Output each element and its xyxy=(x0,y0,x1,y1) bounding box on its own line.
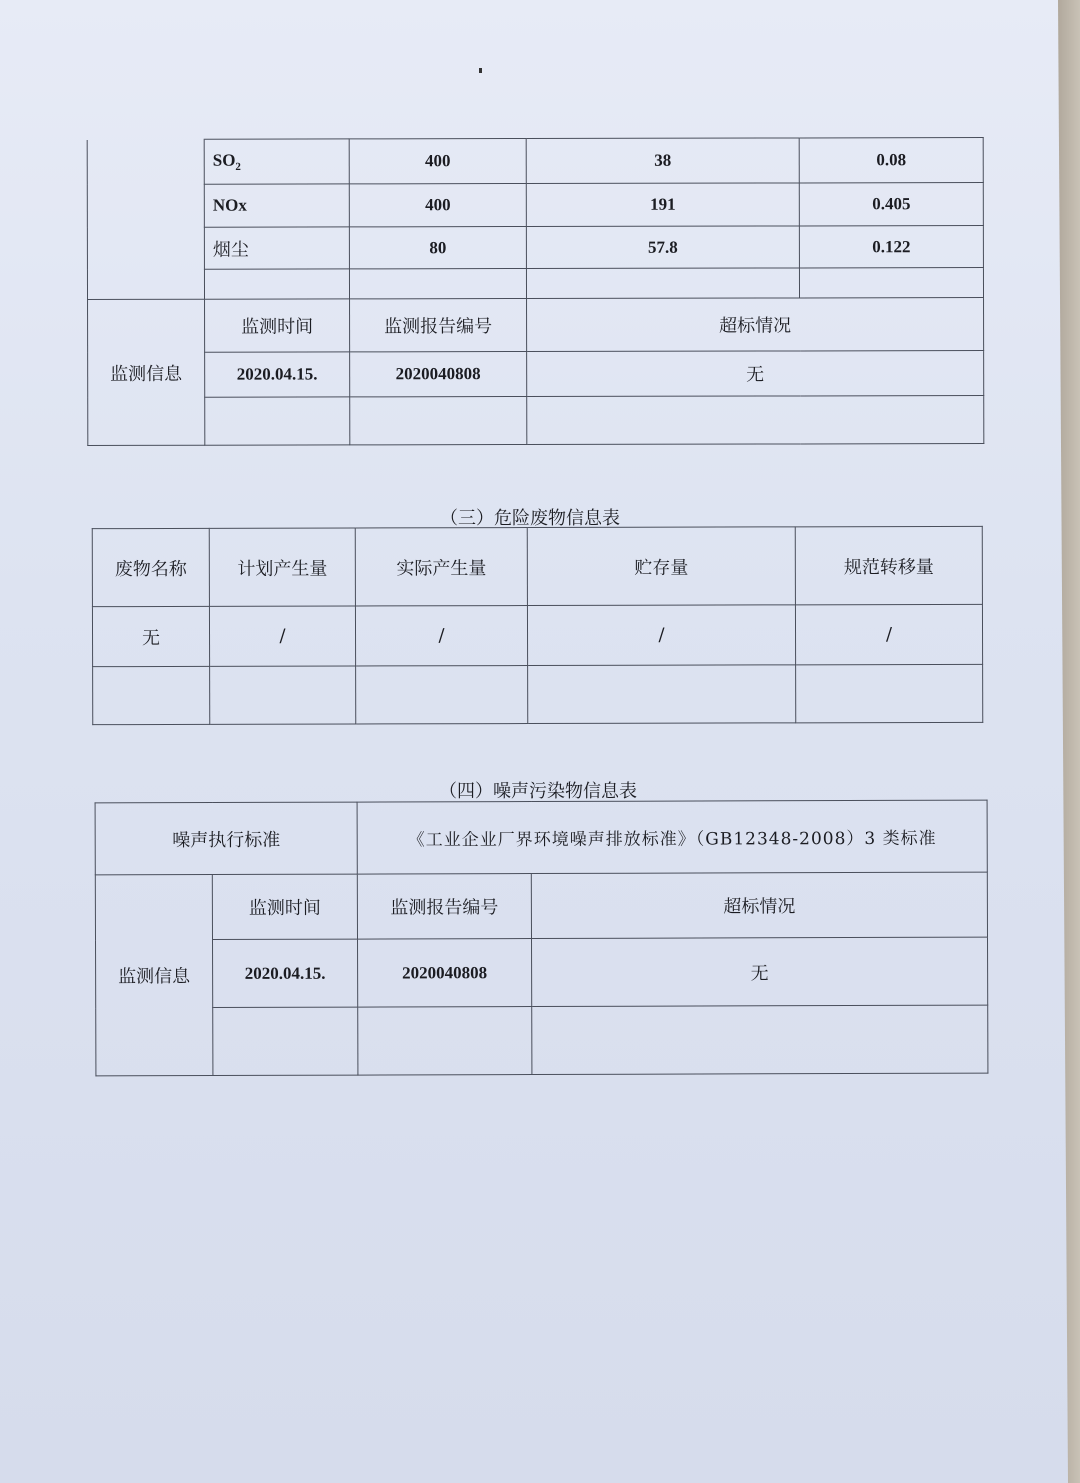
blank-cell xyxy=(205,397,350,445)
blank-cell xyxy=(526,268,799,299)
report-number-header: 监测报告编号 xyxy=(357,874,531,940)
column-header: 规范转移量 xyxy=(795,526,982,604)
amount-cell: 0.405 xyxy=(799,183,983,226)
monitoring-time-header: 监测时间 xyxy=(212,874,357,939)
exceed-header: 超标情况 xyxy=(531,872,987,938)
standard-cell: 400 xyxy=(349,139,526,184)
pollutant-cell: NOx xyxy=(204,184,349,227)
table-row xyxy=(92,604,982,666)
exceed-value: 无 xyxy=(532,937,988,1006)
column-header: 废物名称 xyxy=(92,528,209,606)
hazardous-waste-table xyxy=(92,526,984,725)
blank-cell xyxy=(204,269,349,299)
report-number-value: 2020040808 xyxy=(350,352,527,397)
table-header-row xyxy=(92,526,982,606)
exceed-value: 无 xyxy=(527,351,984,397)
table-cell: / xyxy=(795,604,982,664)
noise-title: （四）噪声污染物信息表 xyxy=(439,781,637,802)
blank-cell xyxy=(796,664,983,722)
noise-standard-label: 噪声执行标准 xyxy=(95,802,357,875)
measured-cell: 38 xyxy=(526,138,799,184)
blank-cell xyxy=(213,1007,358,1075)
blank-cell xyxy=(93,666,210,724)
table-row xyxy=(93,664,983,724)
monitoring-label: 监测信息 xyxy=(88,299,205,445)
table-row xyxy=(96,937,988,1008)
blank-cell xyxy=(87,139,204,299)
table-row xyxy=(87,183,983,228)
table-cell: / xyxy=(355,606,527,666)
noise-table xyxy=(95,800,989,1077)
blank-cell xyxy=(528,665,796,724)
column-header: 贮存量 xyxy=(527,527,795,606)
monitoring-time-value: 2020.04.15. xyxy=(205,352,350,397)
table-row xyxy=(88,298,984,353)
print-mark xyxy=(479,68,482,73)
blank-cell xyxy=(349,269,526,299)
amount-cell: 0.122 xyxy=(799,226,983,268)
monitoring-label: 监测信息 xyxy=(95,875,213,1076)
table-row xyxy=(88,351,984,398)
table-row xyxy=(87,226,983,270)
pollutant-cell: $SO_2$ xyxy=(204,139,349,184)
table-row xyxy=(87,268,983,300)
table-cell: 无 xyxy=(92,606,209,666)
blank-cell xyxy=(210,666,356,724)
table-row xyxy=(95,800,987,875)
blank-cell xyxy=(358,1007,532,1076)
report-number-header: 监测报告编号 xyxy=(350,299,527,352)
hazardous-waste-title: （三）危险废物信息表 xyxy=(440,508,620,529)
standard-cell: 400 xyxy=(349,184,526,227)
measured-cell: 57.8 xyxy=(526,226,799,269)
emissions-table xyxy=(87,137,985,446)
amount-cell: 0.08 xyxy=(799,138,983,183)
column-header: 实际产生量 xyxy=(355,528,527,606)
blank-cell xyxy=(532,1005,988,1074)
pollutant-cell: 烟尘 xyxy=(204,227,349,269)
measured-cell: 191 xyxy=(526,183,799,227)
table-cell: / xyxy=(527,605,795,666)
table-cell: / xyxy=(209,606,355,666)
blank-cell xyxy=(350,397,527,445)
column-header: 计划产生量 xyxy=(209,528,355,606)
report-number-value: 2020040808 xyxy=(358,939,532,1008)
blank-cell xyxy=(356,666,528,724)
monitoring-time-value: 2020.04.15. xyxy=(213,939,358,1007)
noise-standard-value: 《工业企业厂界环境噪声排放标准》（GB12348-2008）3 类标准 xyxy=(357,800,987,874)
blank-cell xyxy=(799,268,983,298)
monitoring-time-header: 监测时间 xyxy=(205,299,350,352)
blank-cell xyxy=(527,396,984,445)
table-row xyxy=(87,138,983,185)
standard-cell: 80 xyxy=(349,227,526,269)
table-row xyxy=(96,1005,988,1076)
table-row xyxy=(95,872,987,940)
table-row xyxy=(88,396,984,446)
exceed-header: 超标情况 xyxy=(527,298,984,352)
